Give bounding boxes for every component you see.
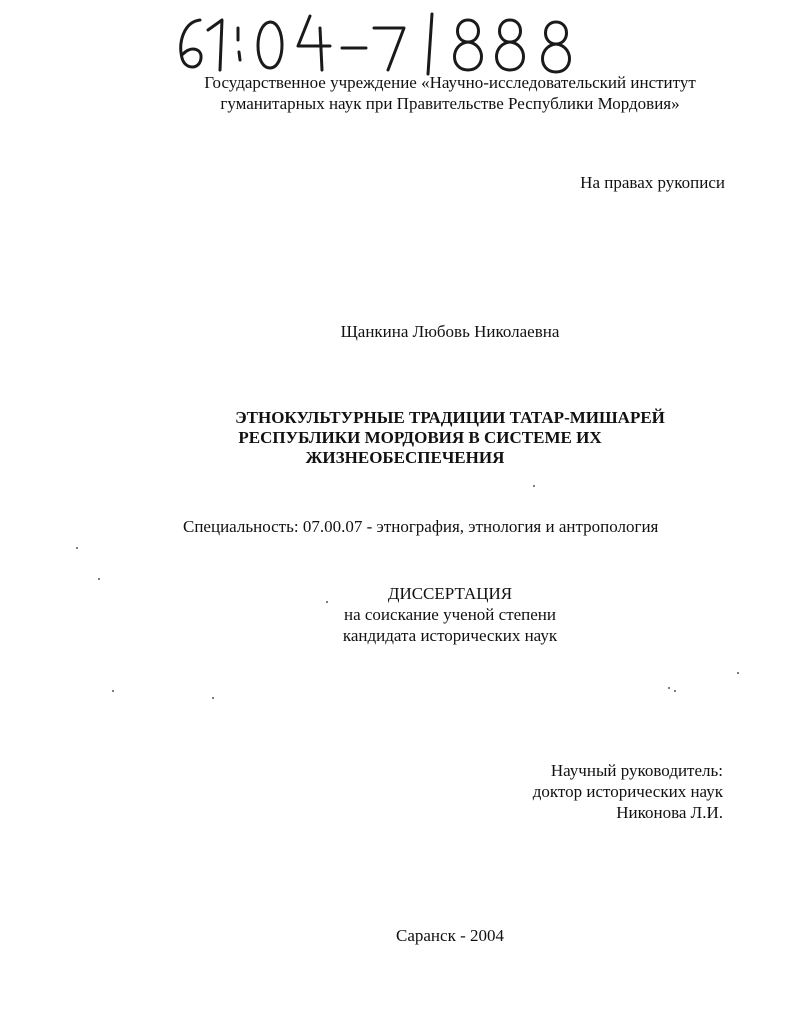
scan-speck (737, 672, 739, 674)
manuscript-rights-note: На правах рукописи (580, 173, 725, 192)
institution-name (150, 72, 750, 114)
supervisor-block (533, 760, 723, 823)
title-line-3: ЖИЗНЕОБЕСПЕЧЕНИЯ (305, 448, 505, 467)
scan-speck (112, 690, 114, 692)
dissertation-degree-block (250, 583, 650, 646)
degree-line-2: кандидата исторических наук (342, 626, 558, 645)
scan-speck (668, 687, 670, 689)
supervisor-name: Никонова Л.И. (616, 803, 723, 822)
dissertation-heading: ДИССЕРТАЦИЯ (387, 584, 513, 603)
author-name: Щанкина Любовь Николаевна (340, 322, 560, 341)
supervisor-degree: доктор исторических наук (532, 782, 723, 801)
specialty-line: Специальность: 07.00.07 - этнография, этнология и антропология (183, 517, 659, 536)
institution-line-1: Государственное учреждение «Научно-исследовательский институт (204, 73, 696, 92)
dissertation-title (180, 408, 720, 468)
scan-speck (674, 690, 676, 692)
title-line-2: РЕСПУБЛИКИ МОРДОВИЯ В СИСТЕМЕ ИХ (238, 428, 602, 447)
scan-speck (326, 601, 328, 603)
scan-speck (533, 485, 535, 487)
title-line-1: ЭТНОКУЛЬТУРНЫЕ ТРАДИЦИИ ТАТАР-МИШАРЕЙ (235, 408, 665, 427)
supervisor-label: Научный руководитель: (550, 761, 723, 780)
handwritten-archive-code (170, 8, 620, 78)
place-and-year: Саранск - 2004 (396, 926, 504, 945)
institution-line-2: гуманитарных наук при Правительстве Республики Мордовия» (220, 94, 680, 113)
scan-speck (212, 697, 214, 699)
scan-speck (76, 547, 78, 549)
degree-line-1: на соискание ученой степени (343, 605, 557, 624)
scan-speck (98, 578, 100, 580)
